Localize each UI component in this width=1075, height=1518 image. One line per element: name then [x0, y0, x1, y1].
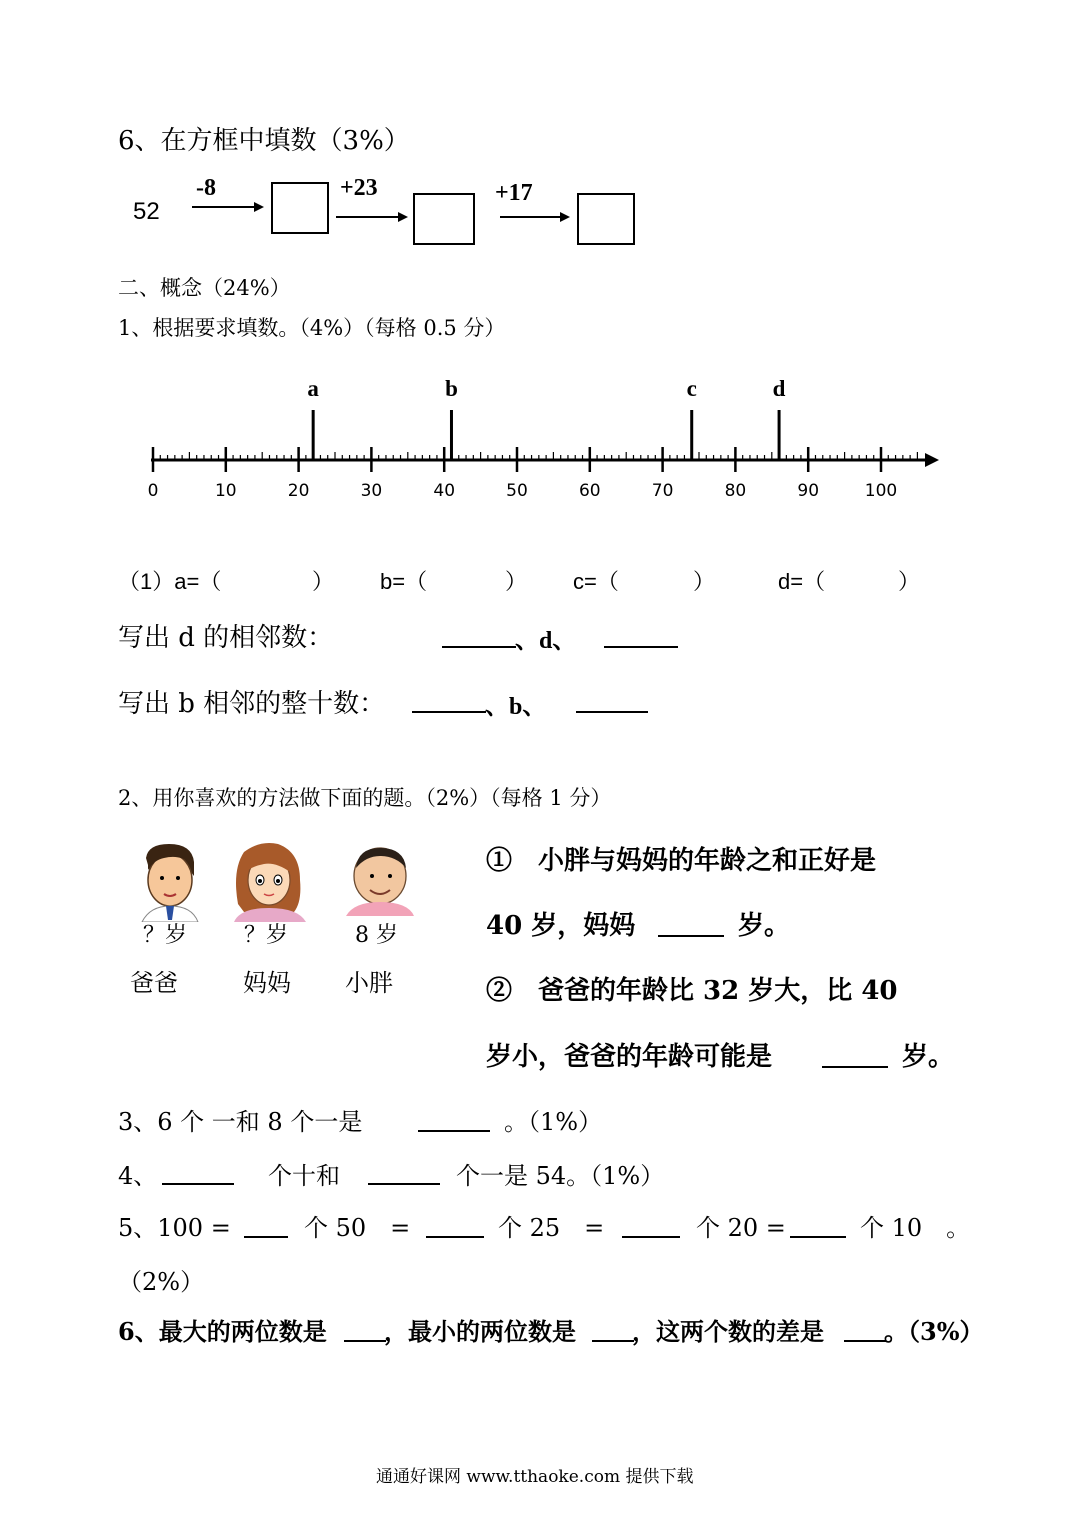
arrow-icon: [336, 210, 408, 224]
blank-d-prev[interactable]: [442, 646, 516, 648]
q3-text-a: 3、6 个 一和 8 个一是: [118, 1108, 363, 1136]
arrow-icon: [500, 210, 570, 224]
neighbors-b-label: 写出 b 相邻的整十数：: [118, 689, 386, 719]
blank-mother-age[interactable]: [658, 935, 724, 937]
q3-text-b: 。（1%）: [504, 1108, 603, 1136]
arrow-icon: [192, 200, 264, 214]
sub1-a-label: （1）a=（: [118, 569, 222, 594]
neighbors-d-label: 写出 d 的相邻数：: [118, 623, 334, 653]
q2-p1-line1: ① 小胖与妈妈的年龄之和正好是: [486, 846, 877, 876]
q6-text-b: ，最小的两位数是: [384, 1317, 576, 1346]
xiaopang-age: 8 岁: [355, 923, 398, 948]
axis-arrow-icon: [925, 453, 939, 467]
blank-q5-10[interactable]: [790, 1236, 846, 1238]
q5-text-e: 个 10 。: [860, 1214, 971, 1242]
tick-label: 10: [214, 481, 237, 501]
blank-q5-20[interactable]: [622, 1236, 680, 1238]
q5-text-b: 个 50 =: [304, 1214, 411, 1242]
op-minus-8: -8: [196, 175, 216, 201]
q2-p2-line2a: 岁小，爸爸的年龄可能是: [486, 1042, 773, 1072]
q6-text-d: 。（3%）: [884, 1317, 984, 1346]
tick-label: 60: [578, 481, 601, 501]
tick-label: 40: [433, 481, 456, 501]
q5-text-c: 个 25 =: [498, 1214, 605, 1242]
tick-label: 20: [287, 481, 310, 501]
tick-label: 50: [506, 481, 528, 501]
op-plus-23: +23: [340, 175, 378, 201]
mother-icon: [230, 840, 308, 922]
footer-text: 通通好课网 www.tthaoke.com 提供下载: [376, 1467, 694, 1487]
blank-q6-diff[interactable]: [844, 1340, 886, 1342]
q2-title: 2、用你喜欢的方法做下面的题。（2%）（每格 1 分）: [118, 786, 612, 810]
mother-age: ？岁: [244, 923, 289, 948]
marker-label-d: d: [772, 376, 786, 401]
q6-text-c: ，这两个数的差是: [632, 1317, 824, 1346]
q2-p1-line2b: 岁。: [738, 911, 791, 941]
sub1-d-close: ）: [898, 569, 921, 594]
op-plus-17: +17: [495, 180, 533, 206]
tick-label: 0: [147, 481, 159, 501]
q6-text-a: 6、最大的两位数是: [118, 1317, 327, 1346]
answer-box-3[interactable]: [577, 193, 635, 245]
blank-d-next[interactable]: [604, 646, 678, 648]
q5-text-d: 个 20 =: [696, 1214, 786, 1242]
tick-label: 30: [360, 481, 383, 501]
neighbors-b-mid: 、b、: [485, 694, 547, 720]
q4-text-b: 个十和: [268, 1162, 340, 1190]
father-icon: [136, 842, 202, 922]
blank-q6-max[interactable]: [344, 1340, 386, 1342]
section-heading: 二、概念（24%）: [118, 276, 291, 300]
mother-name: 妈妈: [243, 969, 291, 997]
answer-box-2[interactable]: [413, 193, 475, 245]
sub1-b-label: b=（: [380, 569, 428, 594]
tick-label: 90: [797, 481, 820, 501]
q5-pct: （2%）: [118, 1268, 205, 1296]
q2-p1-line2a: 40 岁，妈妈: [486, 911, 636, 941]
sub1-b-close: ）: [505, 569, 528, 594]
sub1-d-label: d=（: [778, 569, 826, 594]
q2-p2-line2b: 岁。: [902, 1042, 955, 1072]
father-age: ？岁: [143, 923, 188, 948]
blank-q3[interactable]: [418, 1130, 490, 1132]
sub1-a-close: ）: [312, 569, 335, 594]
q4-text-a: 4、: [118, 1162, 158, 1190]
marker-label-a: a: [307, 376, 319, 401]
start-number: 52: [133, 198, 160, 225]
blank-q4-tens[interactable]: [162, 1183, 234, 1185]
blank-b-prev[interactable]: [412, 711, 486, 713]
q1-title: 1、根据要求填数。（4%）（每格 0.5 分）: [118, 316, 506, 340]
marker-label-c: c: [686, 376, 697, 401]
answer-box-1[interactable]: [271, 182, 329, 234]
tick-label: 100: [864, 481, 898, 501]
q2-p2-line1: ② 爸爸的年龄比 32 岁大，比 40: [486, 976, 898, 1006]
q6-top-title: 6、在方框中填数（3%）: [118, 126, 410, 156]
blank-q6-min[interactable]: [592, 1340, 634, 1342]
blank-q5-50[interactable]: [244, 1236, 288, 1238]
blank-q5-25[interactable]: [426, 1236, 484, 1238]
sub1-c-label: c=（: [573, 569, 619, 594]
number-line: [130, 370, 950, 510]
tick-label: 80: [724, 481, 747, 501]
q5-text-a: 5、100 =: [118, 1214, 231, 1242]
blank-b-next[interactable]: [576, 711, 648, 713]
xiaopang-icon: [344, 842, 414, 916]
neighbors-d-mid: 、d、: [515, 628, 577, 654]
tick-label: 70: [651, 481, 674, 501]
blank-q4-ones[interactable]: [368, 1183, 440, 1185]
xiaopang-name: 小胖: [345, 969, 393, 997]
blank-father-age[interactable]: [822, 1066, 888, 1068]
marker-label-b: b: [445, 376, 458, 401]
q4-text-c: 个一是 54。（1%）: [456, 1162, 665, 1190]
father-name: 爸爸: [130, 969, 178, 997]
sub1-c-close: ）: [693, 569, 716, 594]
